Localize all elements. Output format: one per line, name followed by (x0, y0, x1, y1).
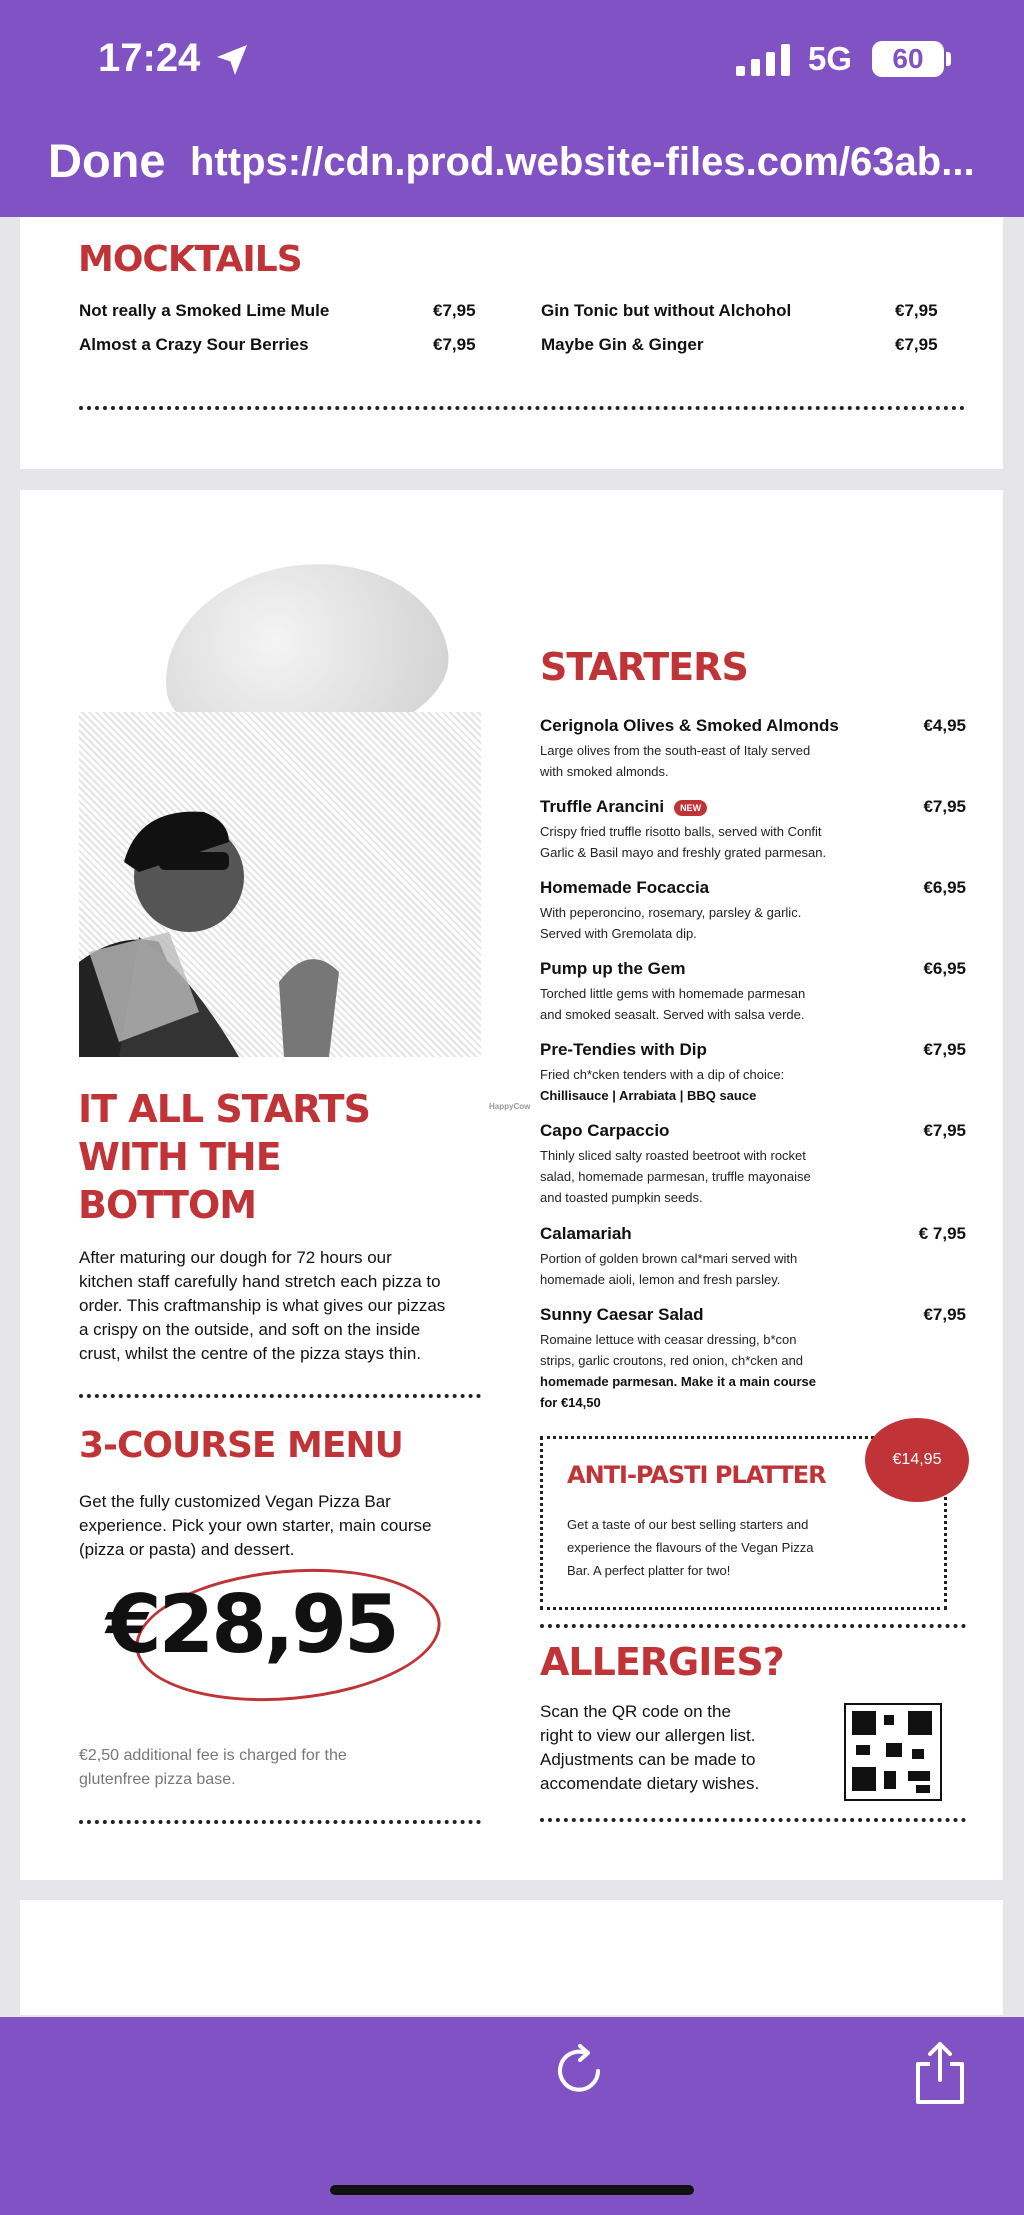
network-label: 5G (808, 40, 853, 77)
desc-line: Romaine lettuce with ceasar dressing, b*con (540, 1332, 797, 1347)
desc-line: Bar. A perfect platter for two! (567, 1563, 731, 1578)
course-menu-line: Get the fully customized Vegan Pizza Bar (79, 1492, 391, 1511)
starter-price: €6,95 (923, 959, 966, 978)
allergies-line: Adjustments can be made to (540, 1750, 756, 1769)
menu-item-name: Gin Tonic but without Alchohol (541, 301, 792, 320)
intro-text-line: order. This craftmanship is what gives our pizzas (79, 1296, 446, 1315)
intro-title-line: IT ALL STARTS (78, 1087, 370, 1131)
starter-name: Capo Carpaccio (540, 1121, 670, 1140)
course-menu-line: (pizza or pasta) and dessert. (79, 1540, 295, 1559)
mocktails-card (20, 217, 1003, 469)
starter-name-text: Truffle Arancini (540, 797, 665, 816)
course-menu-line: experience. Pick your own starter, main course (79, 1516, 432, 1535)
chef-silhouette-icon (79, 712, 481, 1057)
starter-price: €7,95 (923, 797, 966, 816)
starter-price: €7,95 (923, 1305, 966, 1324)
starter-desc (540, 1329, 966, 1413)
next-page-card (20, 1900, 1003, 2015)
dotted-divider (540, 1818, 966, 1822)
allergies-line: right to view our allergen list. (540, 1726, 756, 1745)
intro-text (79, 1246, 445, 1366)
allergies-line: accomendate dietary wishes. (540, 1774, 760, 1793)
desc-line: Get a taste of our best selling starters and (567, 1517, 809, 1532)
cellular-signal-icon (736, 44, 792, 76)
antipasti-price-badge: €14,95 (865, 1418, 969, 1502)
starter-item (540, 1040, 966, 1106)
intro-text-line: After maturing our dough for 72 hours our (79, 1248, 392, 1267)
allergies-text (540, 1700, 759, 1796)
antipasti-title: ANTI-PASTI PLATTER (567, 1461, 826, 1489)
desc-line: homemade aioli, lemon and fresh parsley. (540, 1272, 781, 1287)
starter-item (540, 959, 966, 1025)
mocktails-title: MOCKTAILS (78, 239, 302, 280)
status-time: 17:24 (98, 36, 201, 80)
intro-title (78, 1085, 370, 1229)
desc-line: Served with Gremolata dip. (540, 926, 697, 941)
starter-desc (540, 1064, 966, 1106)
reload-icon[interactable] (548, 2040, 610, 2102)
allergies-line: Scan the QR code on the (540, 1702, 731, 1721)
course-menu-text (79, 1490, 431, 1562)
starter-desc (540, 821, 966, 863)
starter-item (540, 1305, 966, 1413)
desc-line: With peperoncino, rosemary, parsley & garlic. (540, 905, 802, 920)
glutenfree-note (79, 1744, 347, 1792)
starter-name: Sunny Caesar Salad (540, 1305, 704, 1324)
desc-line: with smoked almonds. (540, 764, 669, 779)
qr-code-icon[interactable] (844, 1703, 942, 1801)
dotted-divider (540, 1624, 966, 1628)
desc-line: Garlic & Basil mayo and freshly grated parmesan. (540, 845, 827, 860)
desc-line: Crispy fried truffle risotto balls, served with Confit (540, 824, 822, 839)
desc-line: Thinly sliced salty roasted beetroot with rocket (540, 1148, 806, 1163)
dotted-divider (79, 406, 965, 410)
desc-line: salad, homemade parmesan, truffle mayonaise (540, 1169, 811, 1184)
starter-item (540, 1224, 966, 1290)
starter-price: € 7,95 (918, 1224, 966, 1243)
starter-price: €6,95 (923, 878, 966, 897)
menu-item-name: Not really a Smoked Lime Mule (79, 301, 330, 320)
note-line: €2,50 additional fee is charged for the (79, 1747, 347, 1764)
chef-photo (79, 712, 481, 1057)
starter-name: Cerignola Olives & Smoked Almonds (540, 716, 839, 735)
starter-desc (540, 740, 966, 782)
top-bar (0, 0, 1024, 217)
menu-item-price: €7,95 (433, 301, 476, 320)
starter-name: Homemade Focaccia (540, 878, 710, 897)
menu-item-price: €7,95 (895, 335, 938, 354)
desc-line: and smoked seasalt. Served with salsa verde. (540, 1007, 805, 1022)
dotted-divider (79, 1820, 481, 1824)
starter-desc (540, 1145, 966, 1208)
menu-item-name: Almost a Crazy Sour Berries (79, 335, 309, 354)
starter-name (540, 797, 966, 817)
starter-price: €7,95 (923, 1040, 966, 1059)
starter-desc (540, 1248, 966, 1290)
desc-line: strips, garlic croutons, red onion, ch*cken and (540, 1353, 804, 1368)
note-line: glutenfree pizza base. (79, 1771, 236, 1788)
menu-item-price: €7,95 (895, 301, 938, 320)
done-button[interactable]: Done (48, 134, 166, 187)
starter-item (540, 797, 966, 863)
desc-line: and toasted pumpkin seeds. (540, 1190, 703, 1205)
menu-item-price: €7,95 (433, 335, 476, 354)
course-menu-title: 3-COURSE MENU (79, 1425, 403, 1466)
antipasti-desc (567, 1513, 813, 1582)
home-indicator[interactable] (330, 2185, 694, 2195)
starter-name: Pump up the Gem (540, 959, 686, 978)
desc-line: Fried ch*cken tenders with a dip of choice: (540, 1067, 785, 1082)
desc-line: for €14,50 (540, 1395, 601, 1410)
menu-card (20, 490, 1003, 1880)
battery-tip (946, 52, 951, 66)
intro-text-line: a crispy on the outside, and soft on the inside (79, 1320, 421, 1339)
starter-item (540, 878, 966, 944)
starter-item (540, 1121, 966, 1208)
menu-item-name: Maybe Gin & Ginger (541, 335, 704, 354)
desc-line: Large olives from the south-east of Italy served (540, 743, 811, 758)
desc-line: Torched little gems with homemade parmesan (540, 986, 806, 1001)
intro-title-line: BOTTOM (78, 1183, 257, 1227)
new-badge: NEW (674, 800, 707, 816)
starter-name: Pre-Tendies with Dip (540, 1040, 707, 1059)
desc-line: Chillisauce | Arrabiata | BBQ sauce (540, 1088, 757, 1103)
allergies-title: ALLERGIES? (540, 1640, 784, 1684)
dotted-divider (79, 1394, 481, 1398)
starter-price: €7,95 (923, 1121, 966, 1140)
starter-name: Calamariah (540, 1224, 632, 1243)
starter-item (540, 716, 966, 782)
watermark: HappyCow (489, 1102, 531, 1111)
share-icon[interactable] (912, 2040, 968, 2106)
intro-text-line: kitchen staff carefully hand stretch each pizza to (79, 1272, 441, 1291)
starter-desc (540, 902, 966, 944)
desc-line: homemade parmesan. Make it a main course (540, 1374, 816, 1389)
starter-price: €4,95 (923, 716, 966, 735)
url-bar[interactable]: https://cdn.prod.website-files.com/63ab... (190, 140, 975, 184)
course-menu-price: €28,95 (106, 1578, 397, 1671)
intro-title-line: WITH THE (78, 1135, 281, 1179)
location-arrow-icon (214, 42, 250, 78)
intro-text-line: crust, whilst the centre of the pizza stays thin. (79, 1344, 422, 1363)
battery-icon: 60 (872, 41, 944, 77)
desc-line: Portion of golden brown cal*mari served with (540, 1251, 798, 1266)
starter-desc (540, 983, 966, 1025)
desc-line: experience the flavours of the Vegan Pizza (567, 1540, 814, 1555)
starters-title: STARTERS (540, 645, 748, 689)
